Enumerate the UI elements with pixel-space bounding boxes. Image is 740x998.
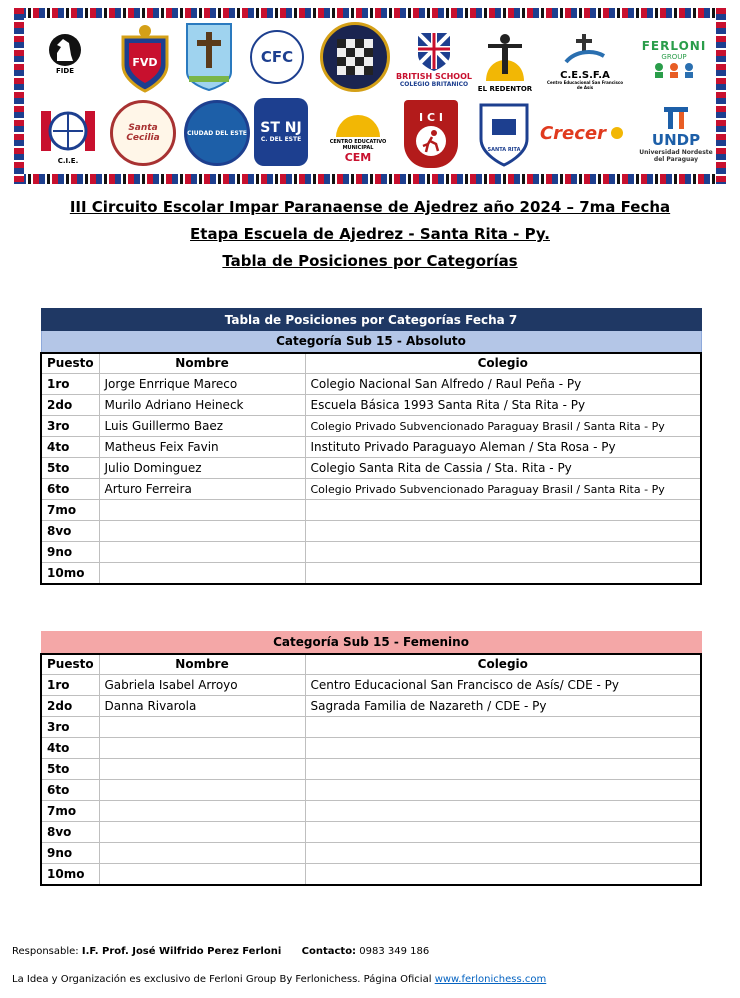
table-row	[41, 696, 701, 717]
table-row	[41, 500, 701, 521]
cell-puesto: 9no	[41, 542, 99, 563]
table-row	[41, 395, 701, 416]
cell-nombre	[99, 801, 305, 822]
table-row	[41, 801, 701, 822]
logo-undp	[638, 98, 714, 170]
cell-colegio: Sagrada Familia de Nazareth / CDE - Py	[305, 696, 701, 717]
cell-puesto: 2do	[41, 395, 99, 416]
logo-st-nj-label: ST NJ	[260, 120, 302, 136]
column-header-puesto: Puesto	[41, 353, 99, 374]
cell-nombre	[99, 500, 305, 521]
union-jack-shield-icon	[416, 31, 452, 73]
logo-cfc	[250, 30, 304, 84]
logo-undp-label: UNDP	[651, 131, 701, 149]
table-row	[41, 675, 701, 696]
logo-el-redentor	[472, 22, 538, 100]
table-row	[41, 864, 701, 885]
category-header-row	[41, 632, 701, 654]
table-row	[41, 843, 701, 864]
cell-nombre	[99, 822, 305, 843]
cell-nombre: Julio Dominguez	[99, 458, 305, 479]
cell-puesto: 6to	[41, 780, 99, 801]
banner-border-left	[14, 8, 24, 184]
logo-st-nj	[254, 98, 308, 166]
page-subtitle: Etapa Escuela de Ajedrez - Santa Rita - Py.	[190, 225, 550, 243]
footer-idea-text: La Idea y Organización es exclusivo de Ferloni Group By Ferlonichess. Página Oficial	[12, 974, 432, 985]
table-row	[41, 738, 701, 759]
cell-puesto: 1ro	[41, 374, 99, 395]
crecer-sun-icon	[606, 122, 628, 144]
cem-sun-icon	[328, 111, 388, 139]
table-row	[41, 822, 701, 843]
cell-colegio: Colegio Santa Rita de Cassia / Sta. Rita - Py	[305, 458, 701, 479]
cell-nombre	[99, 717, 305, 738]
logo-cie	[32, 100, 104, 170]
footer-website-link[interactable]: www.ferlonichess.com	[434, 974, 547, 985]
cell-colegio	[305, 563, 701, 584]
logo-undp-sub: Universidad Nordeste del Paraguay	[639, 149, 713, 163]
cell-colegio	[305, 759, 701, 780]
cell-puesto: 8vo	[41, 521, 99, 542]
logo-cem-label: CEM	[344, 150, 372, 164]
logo-ferlonichess	[320, 22, 390, 92]
logo-crecer	[538, 108, 630, 158]
column-header-puesto: Puesto	[41, 654, 99, 675]
cell-colegio	[305, 521, 701, 542]
cell-colegio: Colegio Nacional San Alfredo / Raul Peña - Py	[305, 374, 701, 395]
cell-nombre: Matheus Feix Favin	[99, 437, 305, 458]
table-row	[41, 780, 701, 801]
logo-santa-rita	[476, 100, 532, 170]
ferloni-figures-icon	[645, 61, 703, 79]
cell-colegio: Escuela Básica 1993 Santa Rita / Sta Rita - Py	[305, 395, 701, 416]
cell-nombre: Gabriela Isabel Arroyo	[99, 675, 305, 696]
cell-puesto: 8vo	[41, 822, 99, 843]
standings-table-absoluto	[40, 308, 702, 585]
logo-santa-cecilia-label: Santa Cecilia	[126, 123, 160, 143]
fide-knight-icon	[33, 33, 97, 67]
santa-rita-shield-icon	[477, 101, 531, 169]
cell-nombre	[99, 759, 305, 780]
cell-colegio: Centro Educacional San Francisco de Asís/ CDE - Py	[305, 675, 701, 696]
cell-puesto: 10mo	[41, 563, 99, 584]
cell-puesto: 7mo	[41, 500, 99, 521]
cell-colegio	[305, 801, 701, 822]
table-row	[41, 458, 701, 479]
column-header-colegio: Colegio	[305, 654, 701, 675]
logo-british-school-sub: COLEGIO BRITANICO	[399, 81, 469, 88]
cell-colegio	[305, 717, 701, 738]
cell-colegio	[305, 843, 701, 864]
logo-colegio-crecer	[184, 100, 250, 166]
cell-puesto: 4to	[41, 738, 99, 759]
cell-puesto: 10mo	[41, 864, 99, 885]
cell-colegio: Instituto Privado Paraguayo Aleman / Sta Rosa - Py	[305, 437, 701, 458]
logo-santa-cecilia	[110, 100, 176, 166]
banner-border-bottom	[14, 174, 726, 184]
table-main-header: Tabla de Posiciones por Categorías Fecha 7	[41, 309, 701, 331]
cell-puesto: 3ro	[41, 416, 99, 437]
cell-nombre: Jorge Enrrique Mareco	[99, 374, 305, 395]
banner-border-top	[14, 8, 726, 18]
logo-fvd	[114, 22, 176, 94]
table-row	[41, 542, 701, 563]
footer-contacto-value: 0983 349 186	[359, 946, 430, 957]
logo-cem-sub: CENTRO EDUCATIVO MUNICIPAL	[329, 138, 387, 151]
table-row	[41, 437, 701, 458]
table-row	[41, 416, 701, 437]
logo-fide-label: FIDE	[56, 67, 74, 75]
column-header-row	[41, 654, 701, 675]
table-row	[41, 521, 701, 542]
cell-puesto: 2do	[41, 696, 99, 717]
logo-cross-school	[184, 22, 234, 92]
table-row	[41, 479, 701, 500]
logo-cfc-label: CFC	[260, 48, 294, 66]
footer-responsable-name: I.F. Prof. José Wilfrido Perez Ferloni	[81, 946, 282, 957]
table-row	[41, 374, 701, 395]
logo-ferloni-sub: GROUP	[661, 53, 687, 61]
banner-border-right	[716, 8, 726, 184]
column-header-row	[41, 353, 701, 374]
logo-ferloni-group	[636, 26, 712, 92]
logo-st-nj-sub: C. DEL ESTE	[260, 136, 302, 143]
column-header-nombre: Nombre	[99, 353, 305, 374]
column-header-colegio: Colegio	[305, 353, 701, 374]
logo-fvd-label: FVD	[132, 56, 158, 69]
cross-school-emblem-icon	[185, 22, 233, 92]
cell-colegio	[305, 864, 701, 885]
cell-puesto: 4to	[41, 437, 99, 458]
logo-colegio-crecer-label: CIUDAD DEL ESTE	[187, 129, 247, 137]
logo-fide	[32, 30, 98, 78]
cell-colegio	[305, 780, 701, 801]
logo-cesfa-label: C.E.S.F.A	[560, 70, 610, 81]
cell-nombre	[99, 563, 305, 584]
cell-colegio: Colegio Privado Subvencionado Paraguay Brasil / Santa Rita - Py	[305, 416, 701, 437]
cell-colegio	[305, 542, 701, 563]
ici-runner-icon	[414, 124, 448, 158]
logo-crecer-label: Crecer	[539, 122, 607, 144]
cell-nombre	[99, 542, 305, 563]
table-row	[41, 759, 701, 780]
cell-nombre	[99, 843, 305, 864]
footer-contacto-label: Contacto:	[301, 946, 357, 957]
table-row	[41, 563, 701, 584]
logo-santa-rita-label: SANTA RITA	[487, 147, 521, 153]
logo-el-redentor-label: EL REDENTOR	[477, 85, 533, 93]
standings-table-femenino	[40, 631, 702, 886]
footer-idea-line	[12, 974, 546, 985]
logo-ici	[404, 100, 458, 168]
cell-puesto: 3ro	[41, 717, 99, 738]
cell-puesto: 9no	[41, 843, 99, 864]
cell-puesto: 5to	[41, 759, 99, 780]
chess-board-icon	[333, 35, 377, 79]
cell-nombre: Arturo Ferreira	[99, 479, 305, 500]
cell-nombre	[99, 521, 305, 542]
cell-puesto: 7mo	[41, 801, 99, 822]
logo-cem	[318, 104, 398, 170]
logo-cie-label: C.I.E.	[57, 157, 79, 165]
column-header-nombre: Nombre	[99, 654, 305, 675]
logo-ferloni-label: FERLONI	[641, 39, 707, 53]
cell-puesto: 1ro	[41, 675, 99, 696]
cell-puesto: 6to	[41, 479, 99, 500]
table-row	[41, 717, 701, 738]
cell-nombre	[99, 864, 305, 885]
cell-colegio	[305, 738, 701, 759]
footer-responsable-label: Responsable:	[12, 946, 79, 957]
cell-nombre: Murilo Adriano Heineck	[99, 395, 305, 416]
logo-british-school-label: BRITISH SCHOOL	[396, 72, 472, 81]
cell-colegio: Colegio Privado Subvencionado Paraguay Brasil / Santa Rita - Py	[305, 479, 701, 500]
category-header-row	[41, 331, 701, 353]
cell-colegio	[305, 822, 701, 843]
page-title: III Circuito Escolar Impar Paranaense de Ajedrez año 2024 – 7ma Fecha	[69, 198, 671, 216]
logo-cesfa	[544, 26, 626, 96]
logo-cesfa-sub: Centro Educacional San Francisco de Asís	[547, 80, 623, 90]
logo-ici-label: I C I	[419, 110, 443, 124]
category-header-absoluto: Categoría Sub 15 - Absoluto	[41, 331, 701, 353]
cell-colegio	[305, 500, 701, 521]
category-header-femenino: Categoría Sub 15 - Femenino	[41, 632, 701, 654]
table-section-title: Tabla de Posiciones por Categorías	[222, 252, 518, 270]
logo-banner	[14, 8, 726, 184]
redentor-statue-icon	[480, 29, 530, 85]
cell-nombre	[99, 738, 305, 759]
cell-nombre	[99, 780, 305, 801]
cell-puesto: 5to	[41, 458, 99, 479]
footer-contact-line	[12, 946, 429, 957]
undp-tu-icon	[662, 105, 690, 131]
cie-globe-icon	[39, 105, 97, 157]
cell-nombre: Danna Rivarola	[99, 696, 305, 717]
cesfa-cross-icon	[562, 32, 608, 72]
table-main-header-row	[41, 309, 701, 331]
cell-nombre: Luis Guillermo Baez	[99, 416, 305, 437]
logo-british-school	[394, 22, 474, 98]
